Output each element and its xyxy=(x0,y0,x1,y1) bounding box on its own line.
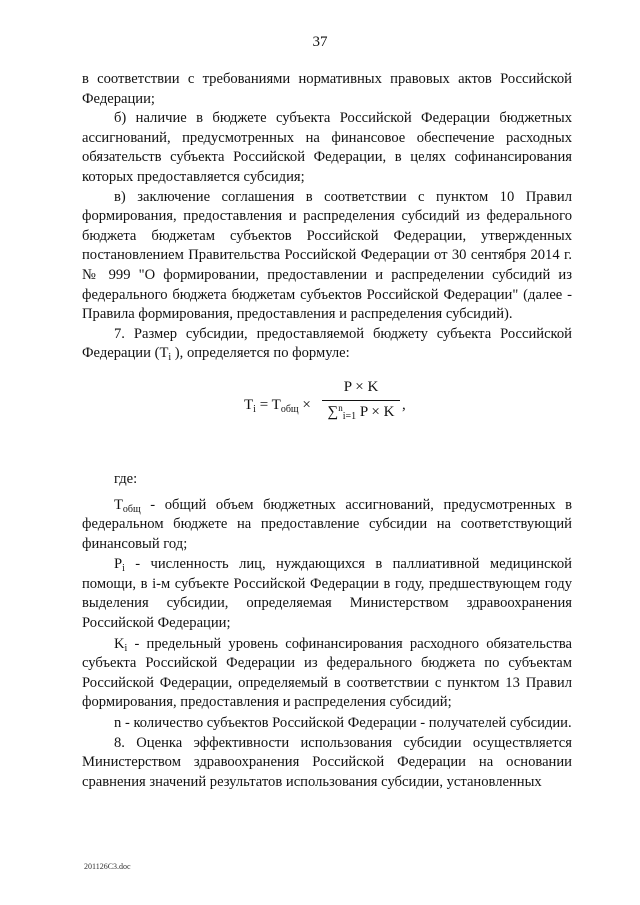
definition-t-symbol: T xyxy=(114,496,123,513)
definition-p xyxy=(82,555,572,633)
definition-p-subscript: i xyxy=(122,563,125,575)
formula-t-total-subscript: общ xyxy=(280,403,299,415)
formula-comma: , xyxy=(402,396,406,413)
formula-equals: = xyxy=(255,396,272,413)
paragraph-7-text-end: ), определяется по формуле: xyxy=(171,345,350,362)
definition-k xyxy=(82,635,572,713)
paragraph-continuation: в соответствии с требованиями нормативных правовых актов Российской Федерации; xyxy=(82,71,572,107)
definition-k-symbol: K xyxy=(114,635,125,652)
document-footer: 201126C3.doc xyxy=(84,862,131,871)
paragraph-8: 8. Оценка эффективности использования субсидии осуществляется Министерством здравоохранения Российской Федерации на основании сравнения значений результатов использования субсидии, установленных xyxy=(82,734,572,790)
definition-p-text: - численность лиц, нуждающихся в паллиативной медицинской помощи, в i-м субъекте Российской Федерации в году, предшествующем году выделения субсидии, определяемая Министерством здравоохранения Российской Федерации; xyxy=(82,556,572,632)
definition-k-subscript: i xyxy=(124,642,128,654)
sum-lower-limit: i=1 xyxy=(342,410,357,422)
inline-symbol-t-subscript: i xyxy=(168,352,172,364)
sum-icon: ∑ xyxy=(327,403,339,420)
formula-numerator: P × K xyxy=(322,378,400,401)
formula-t-total: T xyxy=(271,396,281,413)
subsidy-formula xyxy=(82,374,572,440)
formula-denominator xyxy=(322,401,400,423)
where-label: где: xyxy=(114,470,138,487)
formula-denominator-terms: P × K xyxy=(359,403,395,420)
sum-upper-limit: n xyxy=(338,402,343,413)
document-body xyxy=(82,70,572,792)
definition-t-text: - общий объем бюджетных ассигнований, предусмотренных в федеральном бюджете на предоставление субсидии на соответствующий финансовый год; xyxy=(82,496,572,552)
definition-k-text: - предельный уровень софинансирования расходного обязательства субъекта Российской Федерации из федерального бюджета по субъектам Российской Федерации, определяемый в соответствии с пунктом 13 Правил формирования, предоставления и распределения субсидий; xyxy=(82,635,572,711)
definition-n: n - количество субъектов Российской Федерации - получателей субсидии. xyxy=(114,715,572,732)
definition-t-subscript: общ xyxy=(122,503,141,515)
definition-t-total xyxy=(82,496,572,555)
paragraph-7-text-start: 7. Размер субсидии, предоставляемой бюджету субъекта Российской Федерации ( xyxy=(82,325,572,362)
page-number: 37 xyxy=(312,34,328,50)
formula-times: × xyxy=(298,396,311,413)
formula-left-side xyxy=(244,396,311,416)
paragraph-b: б) наличие в бюджете субъекта Российской Федерации бюджетных ассигнований, предусмотренных на финансовое обеспечение расходных обязательств субъекта Российской Федерации, в целях софинансирования которых предоставляется субсидия; xyxy=(82,110,572,185)
inline-symbol-t: T xyxy=(159,345,169,362)
formula-t: T xyxy=(244,396,254,413)
formula-t-subscript: i xyxy=(253,403,256,415)
paragraph-v: в) заключение соглашения в соответствии с пунктом 10 Правил формирования, предоставления и распределения субсидий из федерального бюджета бюджетам субъектов Российской Федерации, утвержденных постановлением Правительства Российской Федерации от 30 сентября 2014 г. № 999 "О формировании, предоставлении и распределении субсидий из федерального бюджета бюджетам субъектов Российской Федерации" (далее - Правила формирования, предоставления и распределения субсидий). xyxy=(82,188,572,323)
definition-p-symbol: P xyxy=(114,556,123,573)
formula-fraction xyxy=(322,378,400,422)
paragraph-7 xyxy=(82,325,572,364)
